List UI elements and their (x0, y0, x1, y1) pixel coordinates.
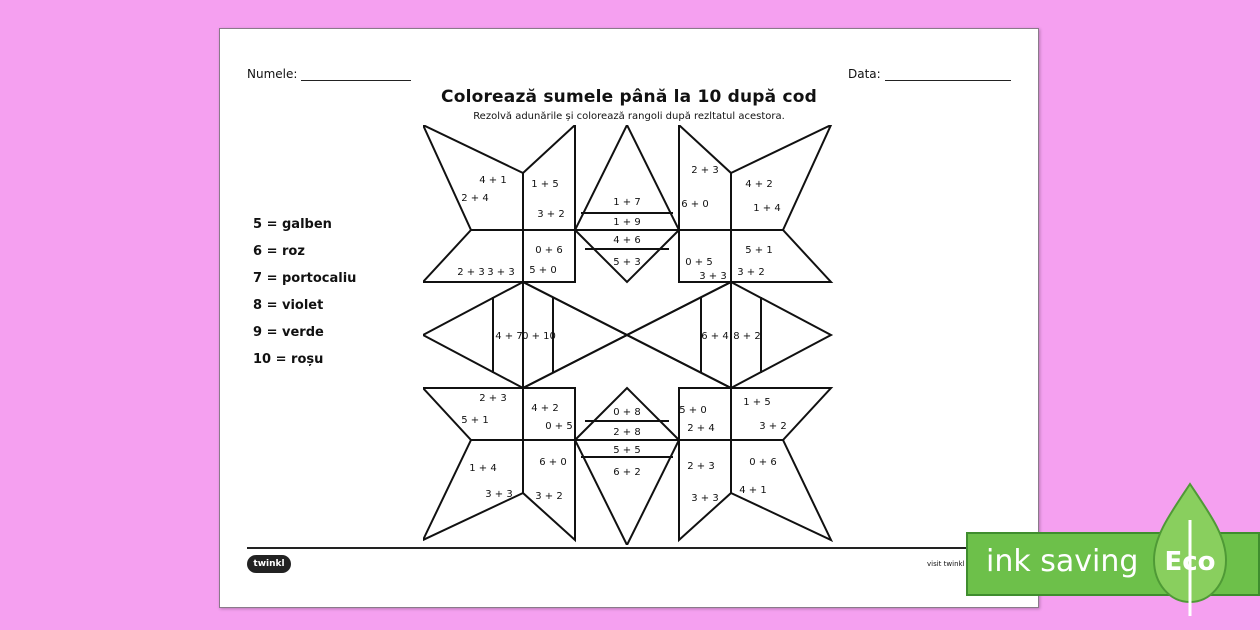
sum-label: 0 + 8 (613, 407, 641, 418)
sum-label: 3 + 2 (537, 209, 565, 220)
sum-label: 1 + 5 (531, 179, 559, 190)
sum-label: 1 + 4 (753, 203, 781, 214)
sum-label: 2 + 8 (613, 427, 641, 438)
rangoli-pattern (423, 125, 843, 545)
sum-label: 0 + 6 (749, 457, 777, 468)
page-title: Colorează sumele până la 10 după cod (441, 87, 817, 107)
legend-item: 9 = verde (253, 325, 324, 340)
sum-label: 5 + 0 (529, 265, 557, 276)
rangoli-shape (423, 125, 523, 230)
sum-label: 0 + 10 (522, 331, 556, 342)
sum-label: 1 + 5 (743, 397, 771, 408)
rangoli-shape (627, 282, 831, 388)
name-field (247, 67, 411, 81)
color-code-legend (253, 217, 356, 379)
sum-label: 4 + 2 (745, 179, 773, 190)
sum-label: 6 + 2 (613, 467, 641, 478)
sum-label: 3 + 2 (759, 421, 787, 432)
sum-label: 8 + 2 (733, 331, 761, 342)
sum-label: 0 + 5 (545, 421, 573, 432)
legend-item: 7 = portocaliu (253, 271, 357, 286)
rangoli-shape (679, 125, 731, 230)
rangoli-shape (523, 440, 575, 540)
sum-label: 2 + 4 (461, 193, 489, 204)
eco-badge-label: Eco (1164, 547, 1216, 577)
sum-label: 3 + 2 (737, 267, 765, 278)
sum-label: 3 + 3 (691, 493, 719, 504)
sum-label: 0 + 6 (535, 245, 563, 256)
sum-label: 2 + 3 (479, 393, 507, 404)
legend-item: 10 = roșu (253, 352, 324, 367)
name-line (301, 68, 411, 81)
rangoli-shape (731, 125, 831, 230)
sum-label: 2 + 3 (457, 267, 485, 278)
sum-label: 4 + 1 (739, 485, 767, 496)
sum-label: 5 + 1 (745, 245, 773, 256)
date-label: Data: (848, 67, 881, 81)
sum-label: 3 + 2 (535, 491, 563, 502)
sum-label: 5 + 1 (461, 415, 489, 426)
sum-label: 1 + 7 (613, 197, 641, 208)
sum-label: 3 + 3 (487, 267, 515, 278)
legend-item: 5 = galben (253, 217, 332, 232)
sum-label: 5 + 3 (613, 257, 641, 268)
legend-item: 8 = violet (253, 298, 324, 313)
date-field (848, 67, 1011, 81)
rangoli-shape (423, 388, 523, 440)
sum-label: 5 + 5 (613, 445, 641, 456)
eco-leaf-icon (1140, 480, 1240, 620)
sum-label: 4 + 7 (495, 331, 523, 342)
footer-divider (247, 547, 1037, 549)
name-label: Numele: (247, 67, 298, 81)
date-line (885, 68, 1011, 81)
sum-label: 1 + 9 (613, 217, 641, 228)
sum-label: 2 + 4 (687, 423, 715, 434)
sum-label: 4 + 6 (613, 235, 641, 246)
page-subtitle: Rezolvă adunările și colorează rangoli după rezltatul acestora. (473, 111, 785, 122)
legend-item: 6 = roz (253, 244, 305, 259)
rangoli-shape (731, 388, 831, 440)
twinkl-logo: twinkl (247, 555, 291, 573)
sum-label: 6 + 4 (701, 331, 729, 342)
sum-label: 6 + 0 (539, 457, 567, 468)
sum-label: 0 + 5 (685, 257, 713, 268)
sum-label: 4 + 2 (531, 403, 559, 414)
ink-saving-label: ink saving (986, 544, 1139, 579)
rangoli-shape (679, 440, 731, 540)
sum-label: 3 + 3 (485, 489, 513, 500)
sum-label: 2 + 3 (691, 165, 719, 176)
sum-label: 5 + 0 (679, 405, 707, 416)
footer-visit-text: visit twinkl (927, 560, 965, 568)
sum-label: 4 + 1 (479, 175, 507, 186)
sum-label: 1 + 4 (469, 463, 497, 474)
worksheet-page (219, 28, 1039, 608)
sum-label: 6 + 0 (681, 199, 709, 210)
sum-label: 3 + 3 (699, 271, 727, 282)
rangoli-shape (523, 388, 575, 440)
sum-label: 2 + 3 (687, 461, 715, 472)
